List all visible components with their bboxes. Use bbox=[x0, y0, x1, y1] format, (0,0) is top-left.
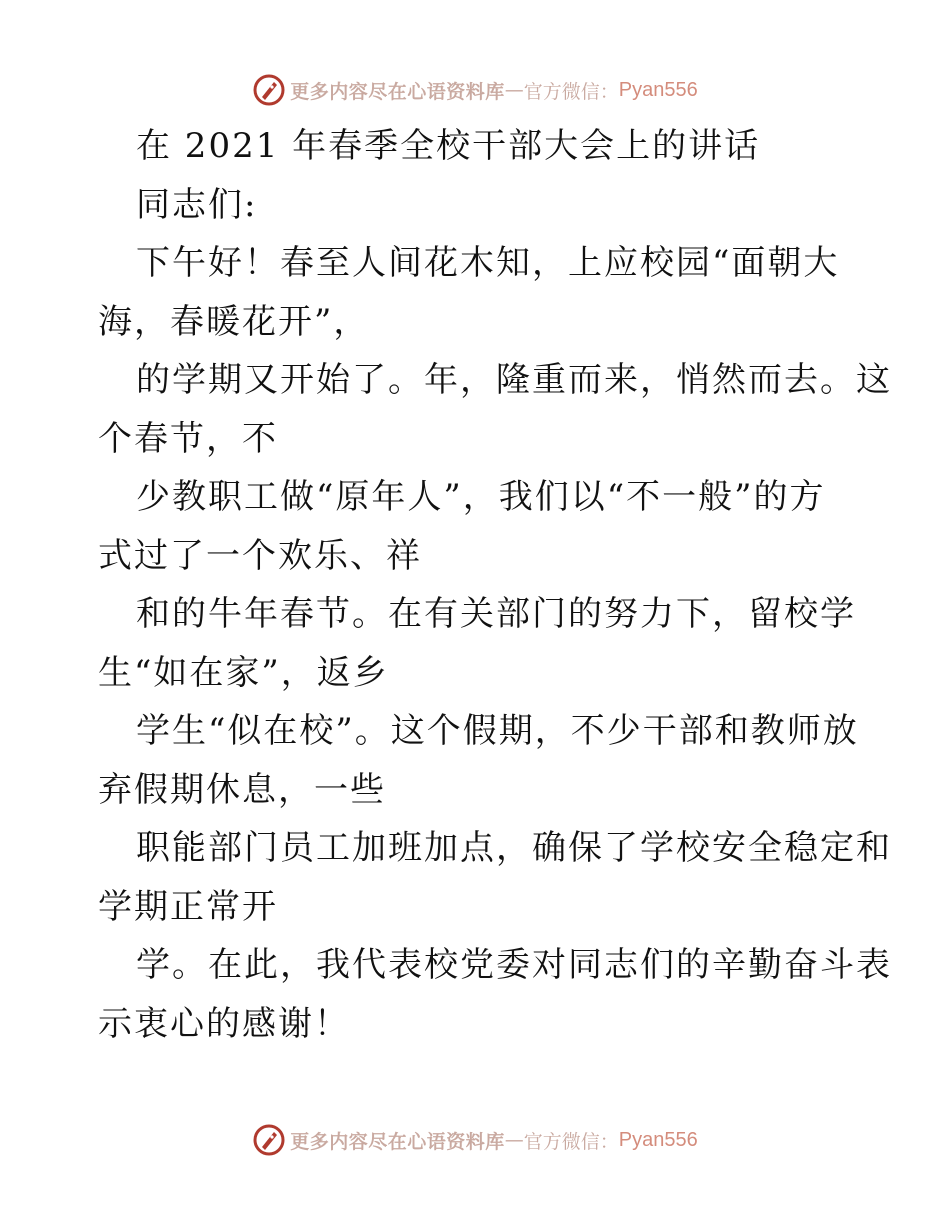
body-line: 少教职工做“原年人”，我们以“不一般”的方 bbox=[136, 477, 826, 517]
body-line: 个春节，不 bbox=[98, 418, 278, 459]
body-line: 学期正常开 bbox=[98, 886, 278, 927]
body-line: 和的牛年春节。在有关部门的努力下，留校学 bbox=[136, 594, 856, 634]
body-line: 职能部门员工加班加点，确保了学校安全稳定和 bbox=[136, 828, 892, 868]
watermark-wechat-label: 官方微信： bbox=[523, 80, 619, 103]
pen-nib-logo-icon bbox=[252, 73, 286, 107]
document-title: 在 2021 年春季全校干部大会上的讲话 bbox=[136, 126, 761, 166]
body-line: 海，春暖花开”， bbox=[98, 301, 370, 342]
pen-nib-logo-icon bbox=[252, 1123, 286, 1157]
watermark-separator: — bbox=[504, 1129, 524, 1151]
salutation: 同志们: bbox=[136, 184, 258, 225]
body-line: 示衷心的感谢！ bbox=[98, 1003, 350, 1044]
watermark-header bbox=[0, 70, 950, 110]
watermark-wechat-id: Pyan556 bbox=[618, 78, 698, 101]
watermark-separator: — bbox=[504, 79, 524, 101]
body-line: 下午好！春至人间花木知，上应校园“面朝大 bbox=[136, 243, 840, 283]
watermark-wechat-id: Pyan556 bbox=[618, 1128, 698, 1151]
body-line: 生“如在家”，返乡 bbox=[98, 652, 389, 693]
watermark-footer bbox=[0, 1120, 950, 1160]
body-line: 弃假期休息，一些 bbox=[98, 769, 386, 810]
body-line: 学生“似在校”。这个假期，不少干部和教师放 bbox=[136, 711, 859, 751]
watermark-text: 更多内容尽在心语资料库 bbox=[290, 1130, 505, 1153]
document-body bbox=[98, 117, 892, 1053]
body-line: 的学期又开始了。年，隆重而来，悄然而去。这 bbox=[136, 360, 892, 400]
watermark-wechat-label: 官方微信： bbox=[523, 1130, 619, 1153]
body-line: 学。在此，我代表校党委对同志们的辛勤奋斗表 bbox=[136, 945, 892, 985]
watermark-text: 更多内容尽在心语资料库 bbox=[290, 80, 505, 103]
body-line: 式过了一个欢乐、祥 bbox=[98, 535, 422, 576]
